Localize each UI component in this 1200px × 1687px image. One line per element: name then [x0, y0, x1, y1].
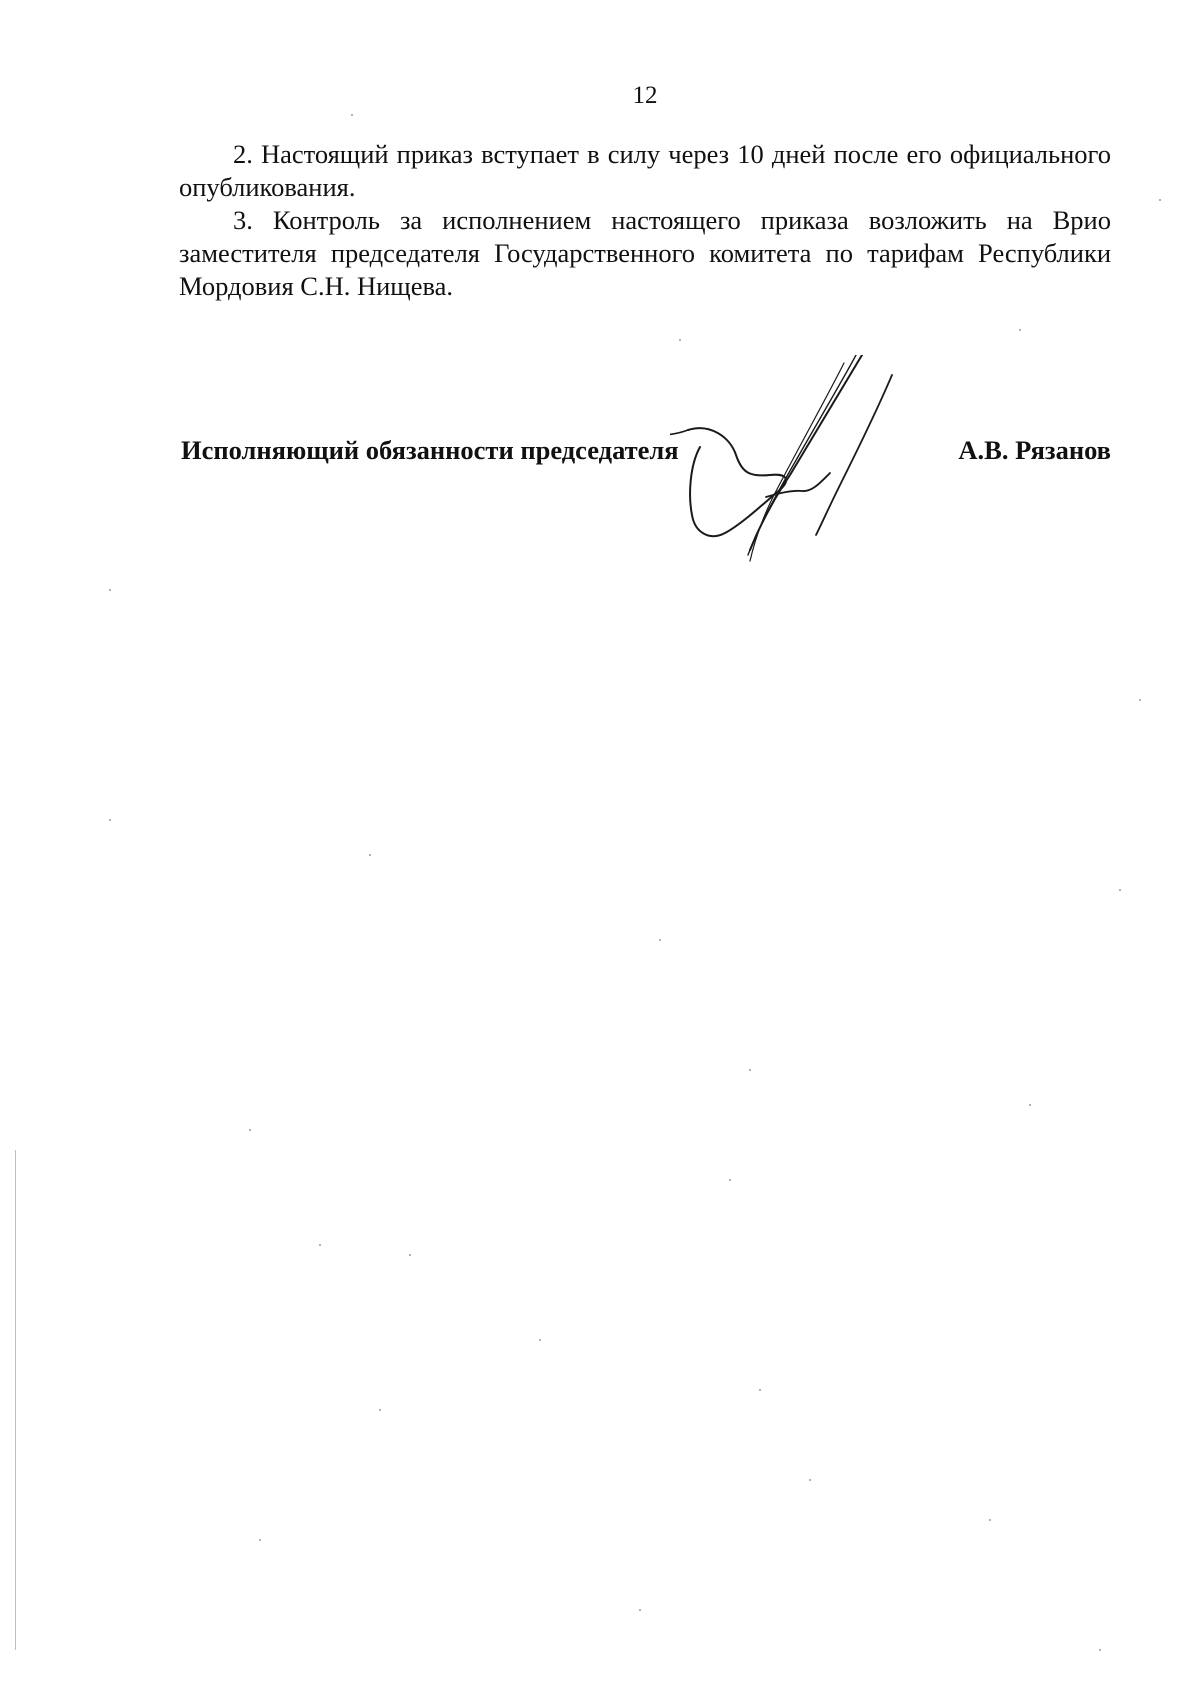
signatory-name: А.В. Рязанов — [958, 435, 1111, 465]
order-body — [179, 138, 1111, 303]
handwritten-signature — [670, 355, 970, 595]
page-number: 12 — [632, 82, 658, 109]
scan-edge-line — [15, 1150, 16, 1650]
paragraph-control: 3. Контроль за исполнением настоящего приказа возложить на Врио заместителя председателя Государственного комитета по тарифам Республики Мордовия С.Н. Нищева. — [179, 205, 1111, 301]
paragraph-entry-into-force: 2. Настоящий приказ вступает в силу через 10 дней после его официального опубликования. — [179, 139, 1111, 202]
signatory-position: Исполняющий обязанности председателя — [181, 435, 679, 465]
